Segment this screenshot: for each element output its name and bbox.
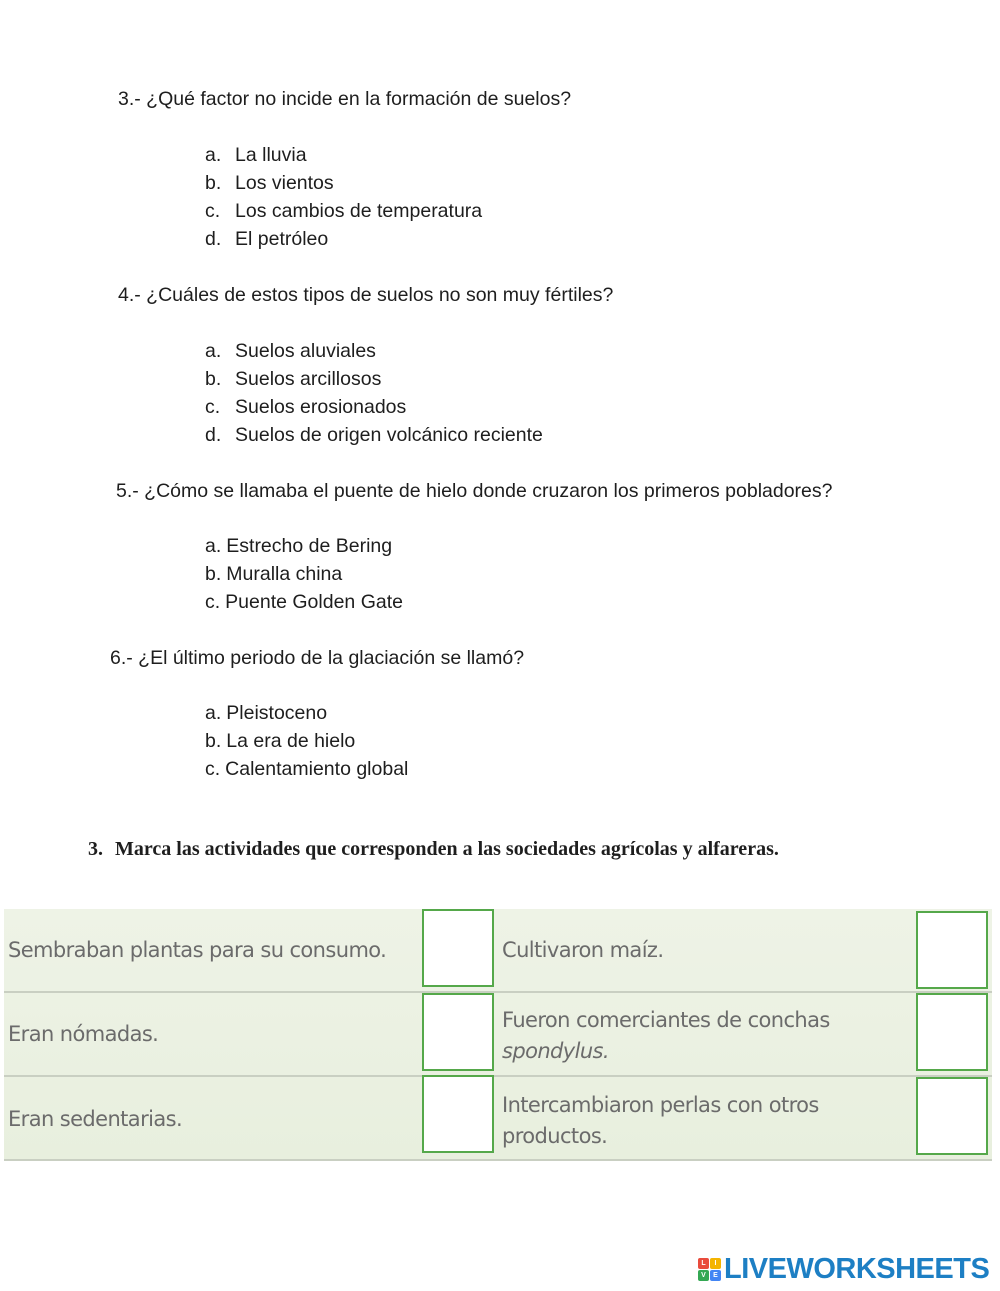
question-3 — [118, 88, 571, 111]
italic-term: spondylus. — [502, 1039, 609, 1063]
option-b[interactable]: b. Los vientos — [205, 172, 334, 194]
question-text: 5.- ¿Cómo se llamaba el puente de hielo donde cruzaron los primeros pobladores? — [116, 480, 833, 502]
question-text: 6.- ¿El último periodo de la glaciación se llamó? — [110, 647, 525, 669]
checkbox-left-1[interactable] — [422, 909, 494, 987]
option-c[interactable]: c. Calentamiento global — [205, 758, 409, 780]
row-divider — [4, 1075, 992, 1077]
checkbox-left-3[interactable] — [422, 1075, 494, 1153]
option-c[interactable]: c. Puente Golden Gate — [205, 591, 403, 613]
activity-left-3: Eran sedentarias. — [8, 1107, 183, 1131]
question-6-options — [205, 699, 408, 783]
question-3-options — [205, 141, 482, 253]
option-a[interactable]: a. La lluvia — [205, 144, 307, 166]
option-d[interactable]: d. Suelos de origen volcánico reciente — [205, 424, 543, 446]
activity-right-2: Fueron comerciantes de conchas spondylus. — [502, 1008, 830, 1063]
section-number: 3. — [88, 838, 103, 860]
liveworksheets-logo — [698, 1254, 989, 1284]
option-b[interactable]: b. Muralla china — [205, 563, 343, 585]
activity-left-2: Eran nómadas. — [8, 1022, 159, 1046]
option-c[interactable]: c. Los cambios de temperatura — [205, 200, 483, 222]
option-b[interactable]: b. La era de hielo — [205, 730, 356, 752]
activity-right-3: Intercambiaron perlas con otros productos. — [502, 1093, 819, 1148]
question-text: 4.- ¿Cuáles de estos tipos de suelos no son muy fértiles? — [118, 284, 614, 306]
section-title-text: Marca las actividades que corresponden a las sociedades agrícolas y alfareras. — [115, 838, 779, 860]
question-4-options — [205, 337, 543, 449]
logo-blocks-icon: L I V E — [698, 1258, 721, 1281]
question-5 — [116, 480, 833, 503]
activity-right-1: Cultivaron maíz. — [502, 938, 664, 962]
checkbox-right-1[interactable] — [916, 911, 988, 989]
option-a[interactable]: a. Pleistoceno — [205, 702, 328, 724]
question-6 — [110, 647, 524, 670]
activity-left-1: Sembraban plantas para su consumo. — [8, 938, 387, 962]
question-5-options — [205, 532, 403, 616]
section-heading — [88, 838, 779, 861]
question-text: 3.- ¿Qué factor no incide en la formación de suelos? — [118, 88, 572, 110]
row-divider — [4, 991, 992, 993]
checkbox-right-3[interactable] — [916, 1077, 988, 1155]
option-a[interactable]: a. Suelos aluviales — [205, 340, 376, 362]
option-d[interactable]: d. El petróleo — [205, 228, 329, 250]
option-c[interactable]: c. Suelos erosionados — [205, 396, 407, 418]
logo-text: LIVEWORKSHEETS — [724, 1252, 990, 1285]
option-b[interactable]: b. Suelos arcillosos — [205, 368, 382, 390]
activities-table — [4, 909, 992, 1161]
option-a[interactable]: a. Estrecho de Bering — [205, 535, 393, 557]
checkbox-right-2[interactable] — [916, 993, 988, 1071]
row-divider — [4, 1159, 992, 1161]
checkbox-left-2[interactable] — [422, 993, 494, 1071]
question-4 — [118, 284, 613, 307]
